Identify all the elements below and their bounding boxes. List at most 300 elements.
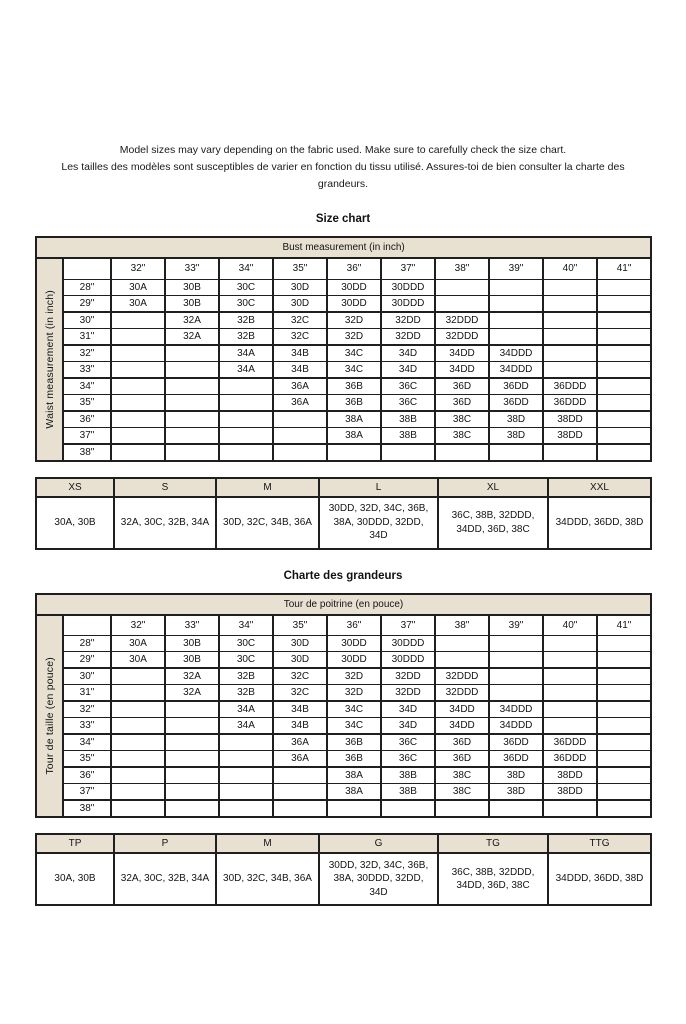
bra-size-cell [273,767,327,784]
bra-size-cell: 30C [219,652,273,669]
waist-size-row-header: 28" [63,279,111,295]
bra-size-cell: 36C [381,394,435,411]
bust-size-column-header: 34" [219,615,273,636]
bra-size-cell [219,378,273,395]
bra-size-cell [327,800,381,817]
waist-size-row-header: 30" [63,668,111,685]
bra-size-cell [111,427,165,444]
bra-size-cell: 36C [381,751,435,768]
bra-size-cell: 38DD [543,784,597,801]
bra-size-cell: 30D [273,295,327,312]
measurement-row [36,734,651,751]
bra-size-cell [273,784,327,801]
bra-size-cell [111,800,165,817]
waist-size-row-header: 37" [63,427,111,444]
waist-size-row-header: 35" [63,751,111,768]
bra-size-cell [165,427,219,444]
measurement-row [36,345,651,362]
size-values-cell: 34DDD, 36DD, 38D [548,497,651,549]
bust-size-column-header: 32" [111,258,165,279]
bra-size-cell [543,668,597,685]
size-values-cell: 36C, 38B, 32DDD, 34DD, 36D, 38C [438,853,548,905]
size-header-row [36,478,651,497]
bust-size-column-header: 37" [381,615,435,636]
bra-size-cell [489,279,543,295]
bra-size-cell: 38C [435,427,489,444]
bra-size-cell: 38A [327,427,381,444]
bra-size-cell [489,800,543,817]
bra-size-cell: 32C [273,328,327,345]
bra-size-cell [111,718,165,735]
bra-size-cell: 36A [273,751,327,768]
bra-size-cell: 36DD [489,378,543,395]
bra-size-cell: 32B [219,328,273,345]
bra-size-cell [435,636,489,652]
bra-size-cell: 38C [435,784,489,801]
bra-size-cell: 38DD [543,427,597,444]
bra-size-cell [111,444,165,461]
disclaimer [51,142,635,193]
bra-size-cell [489,668,543,685]
bra-size-cell [435,444,489,461]
bra-size-cell [435,800,489,817]
bra-size-cell: 30D [273,636,327,652]
bust-size-column-header: 40" [543,615,597,636]
bra-size-cell [597,767,651,784]
bra-size-cell: 36B [327,734,381,751]
bra-size-cell [597,668,651,685]
bra-size-cell: 30D [273,279,327,295]
bra-size-cell [219,767,273,784]
bra-size-cell: 30DD [327,636,381,652]
bra-size-cell [597,784,651,801]
bra-size-cell [543,685,597,702]
column-header-row [36,258,651,279]
bra-size-cell [489,685,543,702]
section-title-en: Size chart [315,213,371,225]
bra-size-cell: 32A [165,312,219,329]
bra-size-cell: 34DDD [489,701,543,718]
bra-size-cell: 32DD [381,312,435,329]
bra-size-cell [273,427,327,444]
bra-size-cell: 32D [327,328,381,345]
measurement-row [36,361,651,378]
column-header-row [36,615,651,636]
bust-size-column-header: 36" [327,615,381,636]
size-conversion-table-en [35,477,652,550]
measurement-table-fr [35,593,652,819]
measurement-row [36,784,651,801]
bra-size-cell [273,411,327,428]
disclaimer-text-fr: Les tailles des modèles sont susceptibles de varier en fonction du tissu utilisé. Assures-toi de bien consulter la charte des grandeurs. [61,161,625,190]
size-label-header: S [114,478,216,497]
size-values-cell: 30DD, 32D, 34C, 36B, 38A, 30DDD, 32DD, 34D [319,497,438,549]
size-label-header: XXL [548,478,651,497]
corner-cell [63,258,111,279]
bust-size-column-header: 41" [597,615,651,636]
bra-size-cell: 36C [381,378,435,395]
measurement-row [36,800,651,817]
size-label-header: L [319,478,438,497]
bra-size-cell: 32A [165,328,219,345]
bra-size-cell [543,718,597,735]
bra-size-cell [489,312,543,329]
bra-size-cell [273,444,327,461]
waist-size-row-header: 28" [63,636,111,652]
bra-size-cell [597,685,651,702]
bra-size-cell: 34C [327,701,381,718]
bra-size-cell: 38D [489,427,543,444]
bra-size-cell [273,800,327,817]
section-size-chart-en [35,213,651,550]
size-label-header: XL [438,478,548,497]
bra-size-cell [597,394,651,411]
bra-size-cell [111,328,165,345]
bra-size-cell: 34B [273,718,327,735]
size-values-cell: 32A, 30C, 32B, 34A [114,497,216,549]
bra-size-cell [111,701,165,718]
bra-size-cell: 38A [327,411,381,428]
bra-size-cell: 36A [273,378,327,395]
bra-size-cell [111,312,165,329]
waist-size-row-header: 33" [63,718,111,735]
bra-size-cell: 34DD [435,718,489,735]
bust-header-row [36,594,651,615]
bra-size-cell [165,718,219,735]
bra-size-cell: 32C [273,312,327,329]
bra-size-cell: 34C [327,345,381,362]
waist-size-row-header: 38" [63,444,111,461]
size-values-row [36,853,651,905]
size-conversion-table-fr [35,833,652,906]
bra-size-cell: 36DD [489,394,543,411]
bra-size-cell: 34D [381,718,435,735]
bra-size-cell: 30C [219,636,273,652]
size-label-header: G [319,834,438,853]
waist-size-row-header: 36" [63,411,111,428]
bra-size-cell: 34A [219,345,273,362]
bra-size-cell [165,345,219,362]
bra-size-cell: 32B [219,668,273,685]
bra-size-cell [219,751,273,768]
bust-measurement-header: Bust measurement (in inch) [36,237,651,258]
size-values-cell: 30A, 30B [36,853,114,905]
bra-size-cell: 32B [219,685,273,702]
bra-size-cell [327,444,381,461]
bust-size-column-header: 38" [435,615,489,636]
measurement-row [36,328,651,345]
size-values-cell: 36C, 38B, 32DDD, 34DD, 36D, 38C [438,497,548,549]
bust-size-column-header: 33" [165,615,219,636]
bra-size-cell [219,444,273,461]
bra-size-cell [165,784,219,801]
waist-size-row-header: 35" [63,394,111,411]
section-title-fr: Charte des grandeurs [283,569,403,582]
bra-size-cell: 34DDD [489,718,543,735]
size-label-header: TP [36,834,114,853]
waist-size-row-header: 37" [63,784,111,801]
bra-size-cell: 34DD [435,345,489,362]
bra-size-cell [165,444,219,461]
section-size-chart-fr [35,570,651,907]
measurement-row [36,668,651,685]
bra-size-cell: 36B [327,751,381,768]
bust-size-column-header: 34" [219,258,273,279]
bust-size-column-header: 39" [489,615,543,636]
size-label-header: XS [36,478,114,497]
bra-size-cell [111,784,165,801]
bra-size-cell [597,411,651,428]
bra-size-cell: 34D [381,361,435,378]
bra-size-cell [111,394,165,411]
bra-size-cell [597,312,651,329]
bra-size-cell [597,718,651,735]
bra-size-cell [597,361,651,378]
bra-size-cell [489,444,543,461]
waist-size-row-header: 30" [63,312,111,329]
measurement-row [36,751,651,768]
measurement-row [36,312,651,329]
bra-size-cell [489,652,543,669]
bra-size-cell [435,279,489,295]
bra-size-cell: 30DDD [381,295,435,312]
bra-size-cell: 32DD [381,328,435,345]
bra-size-cell: 36B [327,378,381,395]
bra-size-cell [489,328,543,345]
bra-size-cell [165,800,219,817]
bra-size-cell [219,394,273,411]
bra-size-cell [165,734,219,751]
bra-size-cell: 32D [327,312,381,329]
waist-size-row-header: 38" [63,800,111,817]
bra-size-cell [597,427,651,444]
measurement-row [36,394,651,411]
bust-size-column-header: 38" [435,258,489,279]
bra-size-cell: 34C [327,718,381,735]
bra-size-cell [597,800,651,817]
bra-size-cell: 32DDD [435,312,489,329]
bra-size-cell: 38DD [543,411,597,428]
bra-size-cell [111,685,165,702]
corner-cell [63,615,111,636]
bra-size-cell: 38B [381,784,435,801]
bra-size-cell: 36DDD [543,734,597,751]
bra-size-cell: 30DD [327,295,381,312]
bra-size-cell: 38C [435,767,489,784]
bra-size-cell [165,411,219,428]
measurement-row [36,378,651,395]
size-header-row [36,834,651,853]
bra-size-cell: 34B [273,361,327,378]
bra-size-cell [111,751,165,768]
size-values-cell: 34DDD, 36DD, 38D [548,853,651,905]
bra-size-cell [111,734,165,751]
bra-size-cell: 32D [327,685,381,702]
bra-size-cell: 30DDD [381,279,435,295]
bust-size-column-header: 41" [597,258,651,279]
bra-size-cell: 38D [489,784,543,801]
bra-size-cell [597,279,651,295]
waist-measurement-vertical-label [36,615,63,818]
bra-size-cell [543,652,597,669]
bra-size-cell [489,295,543,312]
bra-size-cell: 32DD [381,685,435,702]
bust-size-column-header: 36" [327,258,381,279]
bra-size-cell: 30B [165,652,219,669]
waist-size-row-header: 34" [63,378,111,395]
bra-size-cell: 34C [327,361,381,378]
measurement-row [36,685,651,702]
bra-size-cell: 34DD [435,361,489,378]
bra-size-cell: 30B [165,279,219,295]
size-values-row [36,497,651,549]
bra-size-cell: 30A [111,295,165,312]
bra-size-cell: 30DD [327,279,381,295]
bra-size-cell [597,701,651,718]
size-values-cell: 32A, 30C, 32B, 34A [114,853,216,905]
bra-size-cell: 30B [165,295,219,312]
bra-size-cell: 32DD [381,668,435,685]
bra-size-cell: 38D [489,767,543,784]
waist-measurement-label-text: Tour de taille (en pouce) [43,656,56,775]
bra-size-cell [111,378,165,395]
bra-size-cell: 34B [273,701,327,718]
waist-size-row-header: 34" [63,734,111,751]
bra-size-cell [165,751,219,768]
bra-size-cell [165,378,219,395]
size-label-header: TTG [548,834,651,853]
measurement-row [36,427,651,444]
size-label-header: M [216,478,319,497]
bra-size-cell: 38A [327,767,381,784]
bust-size-column-header: 40" [543,258,597,279]
bra-size-cell [597,751,651,768]
bra-size-cell [111,361,165,378]
bra-size-cell: 30C [219,295,273,312]
bra-size-cell [435,652,489,669]
bra-size-cell: 30C [219,279,273,295]
bra-size-cell [597,295,651,312]
bra-size-cell [111,345,165,362]
bra-size-cell: 30DDD [381,652,435,669]
disclaimer-text-en: Model sizes may vary depending on the fabric used. Make sure to carefully check the size chart. [119,144,567,156]
bra-size-cell [219,800,273,817]
waist-measurement-vertical-label [36,258,63,461]
bra-size-cell [165,361,219,378]
bra-size-cell: 38DD [543,767,597,784]
measurement-row [36,636,651,652]
bra-size-cell [543,328,597,345]
bust-size-column-header: 35" [273,615,327,636]
bra-size-cell: 34D [381,701,435,718]
size-values-cell: 30D, 32C, 34B, 36A [216,497,319,549]
measurement-row [36,718,651,735]
waist-size-row-header: 32" [63,701,111,718]
bra-size-cell: 34DDD [489,345,543,362]
bra-size-cell [219,734,273,751]
waist-size-row-header: 29" [63,295,111,312]
bra-size-cell [597,328,651,345]
bra-size-cell [543,345,597,362]
size-values-cell: 30DD, 32D, 34C, 36B, 38A, 30DDD, 32DD, 34D [319,853,438,905]
bra-size-cell: 30DD [327,652,381,669]
size-values-cell: 30A, 30B [36,497,114,549]
bra-size-cell: 32DDD [435,328,489,345]
bra-size-cell: 36A [273,734,327,751]
waist-measurement-label-text: Waist measurement (in inch) [43,289,56,429]
bra-size-cell [219,411,273,428]
bra-size-cell: 36DD [489,751,543,768]
bra-size-cell [543,800,597,817]
bust-size-column-header: 33" [165,258,219,279]
bra-size-cell [111,411,165,428]
waist-size-row-header: 33" [63,361,111,378]
waist-size-row-header: 29" [63,652,111,669]
bra-size-cell: 38C [435,411,489,428]
bra-size-cell: 30A [111,636,165,652]
bra-size-cell: 36DDD [543,751,597,768]
bra-size-cell: 38B [381,767,435,784]
bra-size-cell [597,652,651,669]
bra-size-cell [219,427,273,444]
bra-size-cell: 36A [273,394,327,411]
bra-size-cell [543,444,597,461]
bust-measurement-header: Tour de poitrine (en pouce) [36,594,651,615]
bra-size-cell [111,668,165,685]
bra-size-cell [543,361,597,378]
bra-size-cell [597,444,651,461]
bra-size-cell [597,378,651,395]
bra-size-cell: 34A [219,701,273,718]
bra-size-cell: 32DDD [435,668,489,685]
waist-size-row-header: 32" [63,345,111,362]
bra-size-cell: 32A [165,685,219,702]
size-values-cell: 30D, 32C, 34B, 36A [216,853,319,905]
bra-size-cell: 36D [435,378,489,395]
bra-size-cell: 34DD [435,701,489,718]
bra-size-cell: 34A [219,361,273,378]
bra-size-cell: 32C [273,668,327,685]
bra-size-cell: 38D [489,411,543,428]
bra-size-cell: 34A [219,718,273,735]
bra-size-cell: 32D [327,668,381,685]
bra-size-cell: 36D [435,394,489,411]
bra-size-cell: 36D [435,751,489,768]
bra-size-cell: 38B [381,411,435,428]
bra-size-cell: 36DD [489,734,543,751]
waist-size-row-header: 31" [63,685,111,702]
bra-size-cell: 30D [273,652,327,669]
bra-size-cell [165,767,219,784]
size-label-header: M [216,834,319,853]
waist-size-row-header: 31" [63,328,111,345]
measurement-row [36,701,651,718]
bra-size-cell: 32DDD [435,685,489,702]
bra-size-cell: 36B [327,394,381,411]
bra-size-cell [165,701,219,718]
size-label-header: P [114,834,216,853]
waist-size-row-header: 36" [63,767,111,784]
measurement-row [36,767,651,784]
bra-size-cell: 32A [165,668,219,685]
size-label-header: TG [438,834,548,853]
bra-size-cell [381,444,435,461]
bra-size-cell: 34DDD [489,361,543,378]
measurement-row [36,444,651,461]
bust-header-row [36,237,651,258]
bust-size-column-header: 32" [111,615,165,636]
bra-size-cell [597,636,651,652]
